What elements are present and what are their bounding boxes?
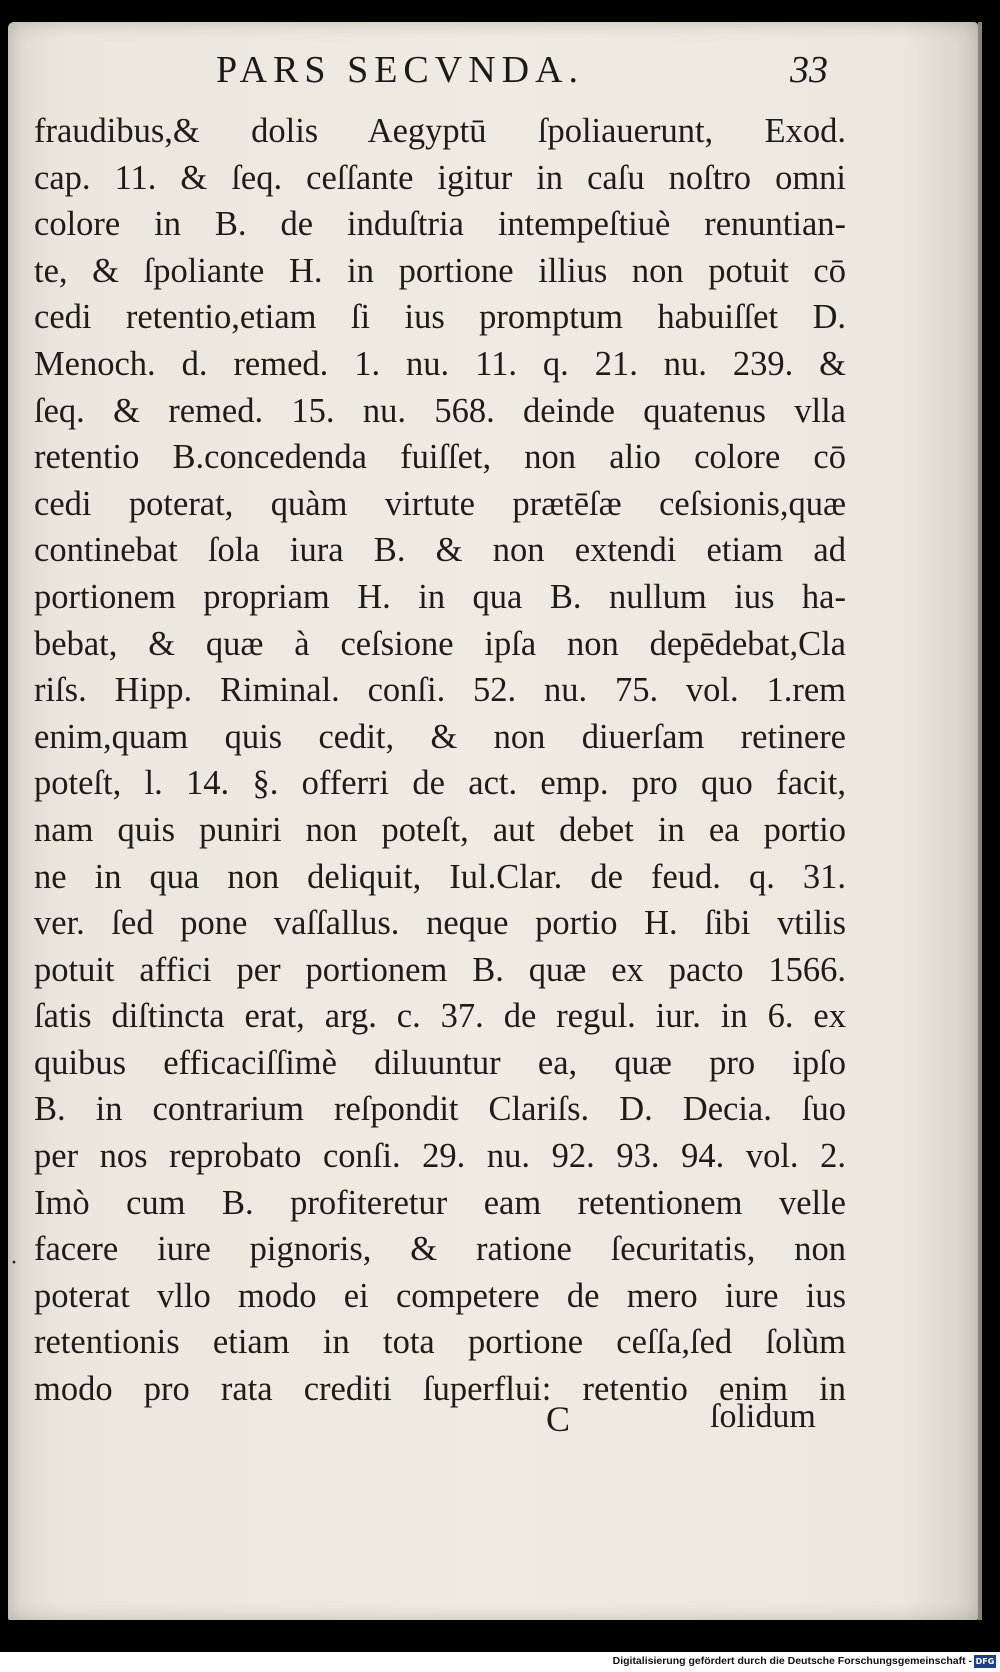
- text-line: te, & ſpoliante H. in portione illius non potuit cō: [34, 251, 846, 290]
- text-line: enim,quam quis cedit, & non diuerſam retinere: [34, 717, 846, 756]
- text-line: Menoch. d. remed. 1. nu. 11. q. 21. nu. 239. &: [34, 344, 846, 383]
- running-head: [0, 48, 1000, 98]
- text-line: fraudibus,& dolis Aegyptū ſpoliauerunt, Exod.: [34, 112, 846, 150]
- text-line: ſeq. & remed. 15. nu. 568. deinde quatenus vlla: [34, 391, 846, 430]
- text-line: bebat, & quæ à ceſsione ipſa non depēdebat,Cla: [34, 624, 846, 663]
- text-line: ne in qua non deliquit, Iul.Clar. de feud. q. 31.: [34, 857, 846, 896]
- text-line: facere iure pignoris, & ratione ſecuritatis, non: [34, 1230, 846, 1269]
- text-line: B. in contrarium reſpondit Clariſs. D. Decia. ſuo: [34, 1090, 846, 1129]
- page-number: 33: [790, 49, 828, 91]
- catchword: ſolidum: [710, 1398, 816, 1435]
- text-line: per nos reprobato conſi. 29. nu. 92. 93. 94. vol. 2.: [34, 1137, 846, 1176]
- text-line: quibus efficaciſſimè diluuntur ea, quæ pro ipſo: [34, 1043, 846, 1082]
- text-line: ver. ſed pone vaſſallus. neque portio H. ſibi vtilis: [34, 904, 846, 943]
- text-line: Imò cum B. profiteretur eam retentionem velle: [34, 1183, 846, 1222]
- page-footer: [0, 1398, 1000, 1448]
- text-line: poteſt, l. 14. §. offerri de act. emp. pro quo facit,: [34, 764, 846, 803]
- text-line: retentionis etiam in tota portione ceſſa,ſed ſolùm: [34, 1323, 846, 1362]
- text-line: modo pro rata crediti ſuperflui: retentio enim in: [34, 1370, 846, 1409]
- text-line: ſatis diſtincta erat, arg. c. 37. de regul. iur. in 6. ex: [34, 997, 846, 1036]
- digitization-credit: Digitalisierung gefördert durch die Deutsche Forschungsgemeinschaft -: [612, 1655, 972, 1667]
- text-line: cedi retentio,etiam ſi ius promptum habuiſſet D.: [34, 298, 846, 337]
- margin-dot-mark: ·: [10, 1250, 18, 1276]
- text-line: potuit affici per portionem B. quæ ex pacto 1566.: [34, 950, 846, 989]
- text-line: retentio B.concedenda fuiſſet, non alio colore cō: [34, 438, 846, 477]
- page-edge: [978, 22, 982, 1620]
- text-line: poterat vllo modo ei competere de mero iure ius: [34, 1276, 846, 1315]
- text-line: colore in B. de induſtria intempeſtiuè renuntian-: [34, 205, 846, 244]
- dfg-logo-icon: DFG: [975, 1657, 995, 1666]
- text-line: cap. 11. & ſeq. ceſſante igitur in caſu noſtro omni: [34, 158, 846, 197]
- text-line: continebat ſola iura B. & non extendi etiam ad: [34, 531, 846, 570]
- body-text: [34, 108, 846, 1413]
- text-line: riſs. Hipp. Riminal. conſi. 52. nu. 75. vol. 1.rem: [34, 671, 846, 710]
- text-line: nam quis puniri non poteſt, aut debet in ea portio: [34, 810, 846, 849]
- text-line: cedi poterat, quàm virtute prætēſæ ceſsionis,quæ: [34, 484, 846, 523]
- running-head-title: PARS SECVNDA.: [216, 49, 585, 91]
- text-line: portionem propriam H. in qua B. nullum ius ha-: [34, 577, 846, 616]
- signature-mark: C: [546, 1399, 571, 1439]
